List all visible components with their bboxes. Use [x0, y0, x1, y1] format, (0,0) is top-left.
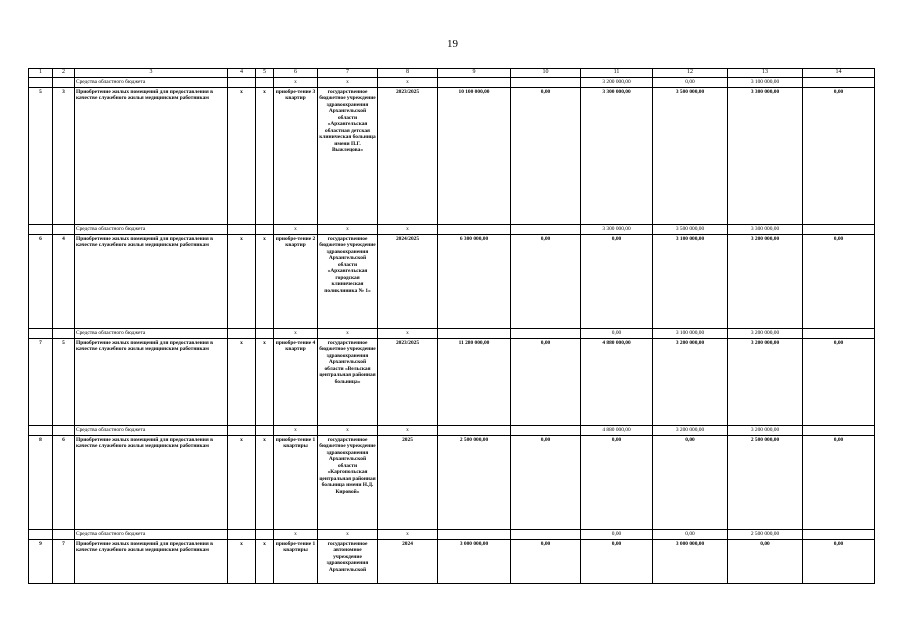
cell-col6: х [274, 329, 318, 339]
cell-col14: 0,00 [803, 436, 875, 530]
header-cell: 2 [53, 69, 75, 78]
cell-col10: 0,00 [511, 235, 581, 329]
cell-item-number: 5 [53, 339, 75, 426]
cell-col4: х [228, 339, 256, 426]
cell-col10: 0,00 [511, 540, 581, 584]
cell-col6: х [274, 530, 318, 540]
cell-total: 10 100 000,00 [438, 88, 511, 225]
cell-col13: 2 500 000,00 [728, 436, 803, 530]
cell-total: 3 000 000,00 [438, 540, 511, 584]
cell-col10 [511, 225, 581, 235]
header-cell: 5 [256, 69, 274, 78]
cell-col12: 3 100 000,00 [653, 235, 728, 329]
cell-total: 2 500 000,00 [438, 436, 511, 530]
cell-project-name: Приобретение жилых помещений для предоставления в качестве служебного жилья медицинским работникам [75, 436, 228, 530]
cell-col11: 4 880 000,00 [581, 426, 653, 436]
project-row [29, 235, 875, 329]
funding-source-label: Средства областного бюджета [75, 225, 228, 235]
project-row [29, 540, 875, 584]
cell-col9 [438, 530, 511, 540]
header-cell: 1 [29, 69, 53, 78]
cell-project-name: Приобретение жилых помещений для предоставления в качестве служебного жилья медицинским работникам [75, 235, 228, 329]
funding-source-label: Средства областного бюджета [75, 530, 228, 540]
cell-col13: 3 300 000,00 [728, 225, 803, 235]
header-row [29, 69, 875, 78]
cell-col13: 3 200 000,00 [728, 329, 803, 339]
header-cell: 13 [728, 69, 803, 78]
cell-row-number: 8 [29, 436, 53, 530]
cell-col6: х [274, 426, 318, 436]
funding-source-row [29, 225, 875, 235]
funding-source-label: Средства областного бюджета [75, 78, 228, 88]
cell-col11: 0,00 [581, 436, 653, 530]
cell-col14: 0,00 [803, 339, 875, 426]
cell-col14 [803, 78, 875, 88]
cell-col10 [511, 530, 581, 540]
cell-col10: 0,00 [511, 436, 581, 530]
cell-col13: 2 500 000,00 [728, 530, 803, 540]
header-cell: 4 [228, 69, 256, 78]
cell-col11: 3 200 000,00 [581, 78, 653, 88]
cell-col10: 0,00 [511, 339, 581, 426]
cell-col7: х [318, 329, 378, 339]
header-cell: 7 [318, 69, 378, 78]
cell-col8: х [378, 329, 438, 339]
cell-period: 2023/2025 [378, 339, 438, 426]
cell-col14 [803, 530, 875, 540]
cell-col4: х [228, 88, 256, 225]
cell-col14 [803, 329, 875, 339]
cell-col11: 0,00 [581, 530, 653, 540]
cell-col9 [438, 329, 511, 339]
funding-source-row [29, 329, 875, 339]
cell-col7: х [318, 78, 378, 88]
cell-col5: х [256, 235, 274, 329]
cell-col7: х [318, 225, 378, 235]
cell-col12: 3 200 000,00 [653, 339, 728, 426]
cell-col7: х [318, 530, 378, 540]
funding-source-label: Средства областного бюджета [75, 426, 228, 436]
cell-acquisition: приобре-тение 1 квартиры [274, 540, 318, 584]
cell-item-number: 6 [53, 436, 75, 530]
cell-acquisition: приобре-тение 1 квартиры [274, 436, 318, 530]
cell-col7: х [318, 426, 378, 436]
header-cell: 10 [511, 69, 581, 78]
cell-col4: х [228, 540, 256, 584]
cell-col8: х [378, 426, 438, 436]
cell-col12: 0,00 [653, 78, 728, 88]
header-cell: 9 [438, 69, 511, 78]
cell-col9 [438, 426, 511, 436]
funding-source-row [29, 530, 875, 540]
cell-acquisition: приобре-тение 3 квартир [274, 88, 318, 225]
cell-col5: х [256, 339, 274, 426]
cell-col4: х [228, 436, 256, 530]
project-row [29, 339, 875, 426]
cell-row-number: 9 [29, 540, 53, 584]
cell-col14 [803, 426, 875, 436]
cell-col12: 3 000 000,00 [653, 540, 728, 584]
header-cell: 12 [653, 69, 728, 78]
cell-col5: х [256, 88, 274, 225]
funding-source-label: Средства областного бюджета [75, 329, 228, 339]
cell-col8: х [378, 530, 438, 540]
cell-col11: 3 300 000,00 [581, 88, 653, 225]
cell-col13: 3 200 000,00 [728, 426, 803, 436]
cell-col8: х [378, 78, 438, 88]
cell-col11: 4 880 000,00 [581, 339, 653, 426]
cell-item-number: 4 [53, 235, 75, 329]
cell-col10 [511, 78, 581, 88]
cell-col4: х [228, 235, 256, 329]
cell-col14: 0,00 [803, 540, 875, 584]
cell-col10: 0,00 [511, 88, 581, 225]
cell-project-name: Приобретение жилых помещений для предоставления в качестве служебного жилья медицинским работникам [75, 540, 228, 584]
cell-col13: 3 200 000,00 [728, 339, 803, 426]
header-cell: 14 [803, 69, 875, 78]
cell-col12: 3 100 000,00 [653, 329, 728, 339]
cell-col11: 0,00 [581, 329, 653, 339]
cell-col12: 3 500 000,00 [653, 225, 728, 235]
cell-institution: государственное бюджетное учреждение здравоохранения Архангельской области «Каргопольская центральная районная больница имени Н.Д. Кировой» [318, 436, 378, 530]
page-number: 19 [447, 38, 458, 50]
cell-row-number: 7 [29, 339, 53, 426]
cell-col11: 0,00 [581, 235, 653, 329]
cell-col9 [438, 225, 511, 235]
cell-col5: х [256, 436, 274, 530]
cell-row-number: 6 [29, 235, 53, 329]
cell-col13: 3 200 000,00 [728, 235, 803, 329]
cell-period: 2024 [378, 540, 438, 584]
cell-acquisition: приобре-тение 4 квартир [274, 339, 318, 426]
cell-col14: 0,00 [803, 88, 875, 225]
cell-col10 [511, 329, 581, 339]
cell-item-number: 7 [53, 540, 75, 584]
cell-total: 11 280 000,00 [438, 339, 511, 426]
funding-source-row [29, 426, 875, 436]
cell-col13: 3 100 000,00 [728, 78, 803, 88]
header-cell: 6 [274, 69, 318, 78]
cell-institution: государственное бюджетное учреждение здравоохранения Архангельской области «Вельская центральная районная больница» [318, 339, 378, 426]
header-cell: 11 [581, 69, 653, 78]
cell-col12: 3 500 000,00 [653, 88, 728, 225]
cell-project-name: Приобретение жилых помещений для предоставления в качестве служебного жилья медицинским работникам [75, 88, 228, 225]
cell-institution: государственное автономное учреждение здравоохранения Архангельской [318, 540, 378, 584]
cell-period: 2023/2025 [378, 88, 438, 225]
project-row [29, 88, 875, 225]
project-row [29, 436, 875, 530]
funding-source-row [29, 78, 875, 88]
cell-institution: государственное бюджетное учреждение здравоохранения Архангельской области «Архангельская областная детская клиническая больница имени П.Г. Выжлецова» [318, 88, 378, 225]
cell-col12: 0,00 [653, 530, 728, 540]
cell-project-name: Приобретение жилых помещений для предоставления в качестве служебного жилья медицинским работникам [75, 339, 228, 426]
cell-col14: 0,00 [803, 235, 875, 329]
cell-item-number: 3 [53, 88, 75, 225]
cell-acquisition: приобре-тение 2 квартир [274, 235, 318, 329]
cell-col14 [803, 225, 875, 235]
cell-col6: х [274, 225, 318, 235]
cell-col12: 0,00 [653, 436, 728, 530]
cell-col11: 0,00 [581, 540, 653, 584]
cell-col8: х [378, 225, 438, 235]
cell-col10 [511, 426, 581, 436]
cell-col12: 3 200 000,00 [653, 426, 728, 436]
cell-total: 6 300 000,00 [438, 235, 511, 329]
cell-row-number: 5 [29, 88, 53, 225]
cell-col13: 0,00 [728, 540, 803, 584]
cell-col6: х [274, 78, 318, 88]
cell-col11: 3 300 000,00 [581, 225, 653, 235]
cell-period: 2025 [378, 436, 438, 530]
cell-col5: х [256, 540, 274, 584]
cell-period: 2024/2025 [378, 235, 438, 329]
header-cell: 8 [378, 69, 438, 78]
budget-table [28, 68, 875, 584]
cell-institution: государственное бюджетное учреждение здравоохранения Архангельской области «Архангельская городская клиническая поликлиника № 1» [318, 235, 378, 329]
cell-col13: 3 300 000,00 [728, 88, 803, 225]
header-cell: 3 [75, 69, 228, 78]
cell-col9 [438, 78, 511, 88]
